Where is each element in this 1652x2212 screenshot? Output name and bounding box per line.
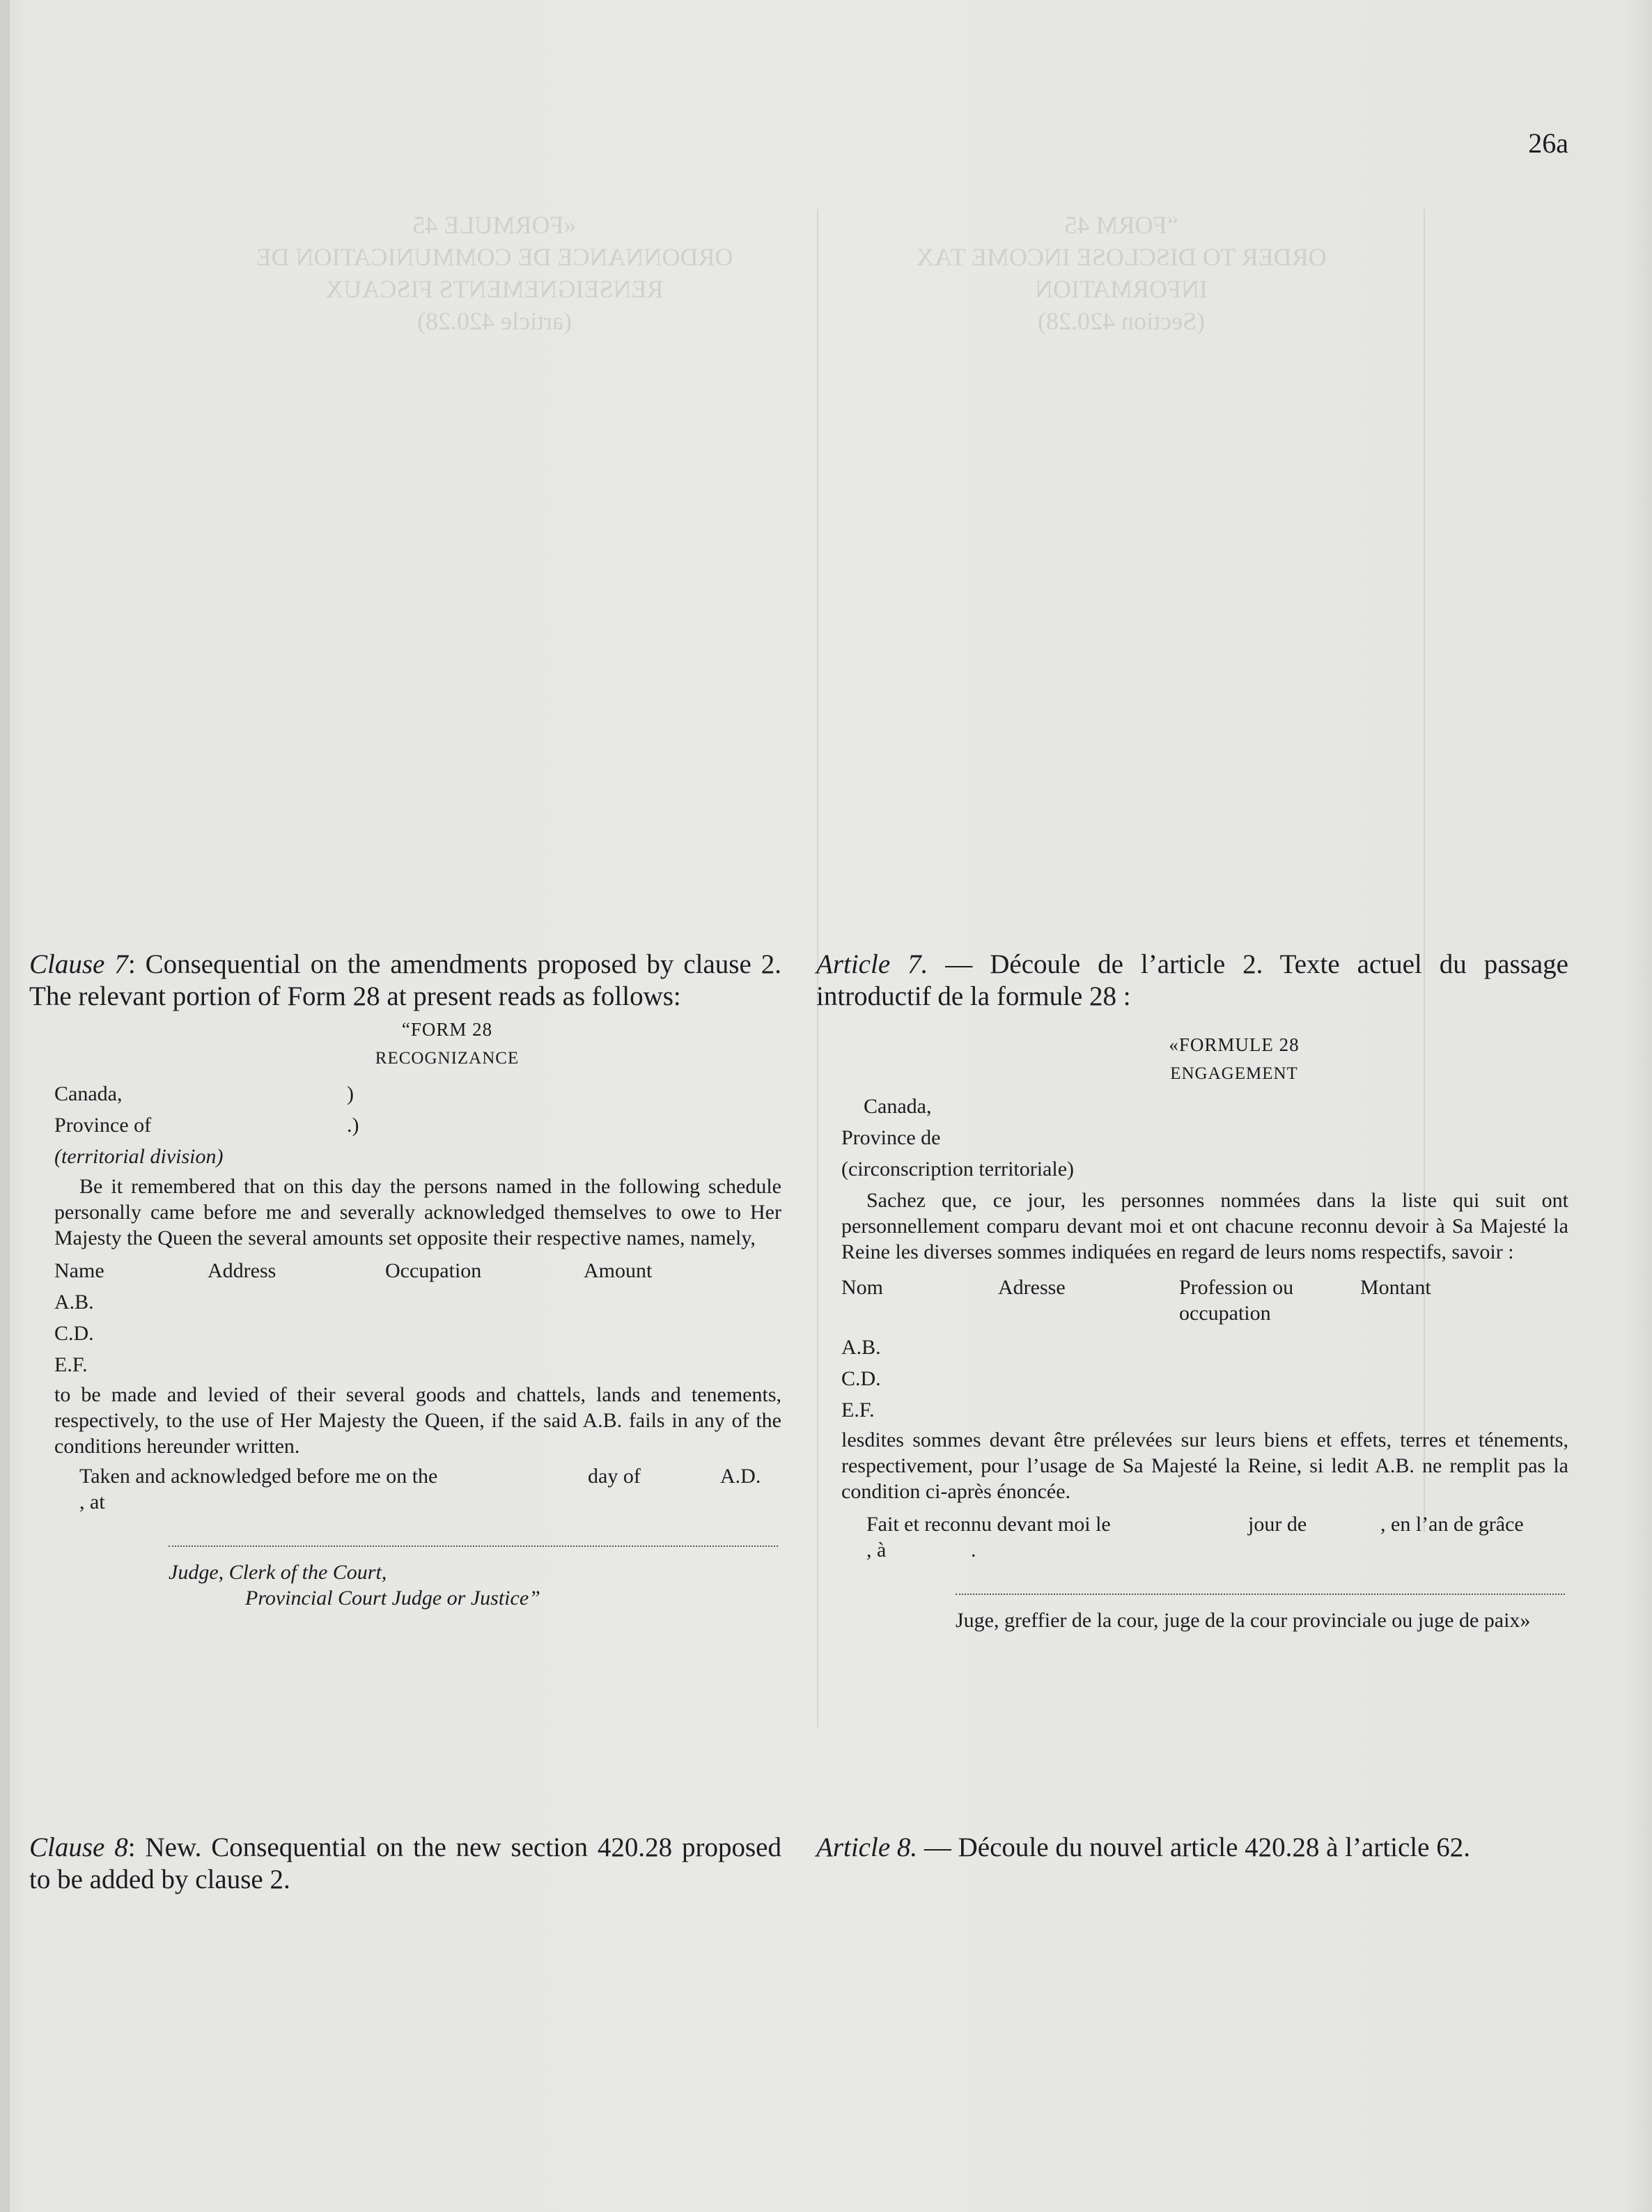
taken-day: day of [588,1465,641,1488]
article-7-note [816,949,1568,1013]
clause-8-text: : New. Consequential on the new section 420.28 proposed to be added by clause 2. [29,1832,781,1894]
paren: .) [347,1114,359,1137]
fait-dot: . [971,1539,976,1561]
form-title: “FORM 28 [401,1019,493,1040]
col-header: Adresse [998,1276,1066,1299]
col-header: Amount [584,1259,653,1282]
col-header: Name [54,1259,104,1282]
bleed-through-right: “FORM 45 ORDER TO DISCLOSE INCOME TAX INFORMATION (Section 420.28) [916,211,1327,335]
taken-at: , at [79,1490,105,1513]
col-header: Profession ou occupation [1179,1276,1294,1325]
form-body: Sachez que, ce jour, les personnes nommées dans la liste qui suit ont personnellement comparu devant moi et ont chacune reconnu devoir à Sa Majesté la Reine les diverses sommes indiquées en regard de leurs noms respectifs, savoir : [841,1189,1568,1263]
signature-line [956,1594,1565,1595]
form-subtitle: ENGAGEMENT [1170,1064,1298,1083]
french-column [816,949,1568,1862]
fait-at-line [866,1537,1568,1563]
article-8-label: Article 8. [816,1832,918,1862]
signature-line-2: Provincial Court Judge or Justice” [245,1587,540,1610]
article-7-label: Article 7. [816,949,928,979]
clause-8-label: Clause 8 [29,1832,128,1862]
schedule-row: A.B. [841,1336,881,1359]
page-shadow [1624,0,1652,2212]
col-header: Occupation [385,1259,482,1282]
division-label: (territorial division) [54,1145,224,1168]
levy-text: lesdites sommes devant être prélevées sur leurs biens et effets, terres et ténements, respectivement, pour l’usage de Sa Majesté la Reine, si ledit A.B. ne remplit pas la condition ci-après énoncée. [841,1428,1568,1503]
schedule-row: A.B. [54,1291,94,1314]
signature-line-1: Judge, Clerk of the Court, [169,1561,387,1584]
taken-line [79,1463,781,1489]
form-body: Be it remembered that on this day the persons named in the following schedule personally came before me and severally acknowledged themselves to owe to Her Majesty the Queen the several amounts set opposite their respective names, namely, [54,1175,781,1249]
clause-8-note [29,1832,781,1896]
form-28-english [29,1017,781,1611]
province-label: Province de [841,1126,941,1149]
page-edge [0,0,10,2212]
col-header: Montant [1360,1276,1431,1299]
schedule-row: E.F. [54,1353,88,1376]
paren: ) [347,1082,354,1105]
levy-text: to be made and levied of their several goods and chattels, lands and tenements, respectively, to the use of Her Majesty the Queen, if the said A.B. fails in any of the conditions hereunder written. [54,1383,781,1458]
province-line [54,1112,781,1138]
article-8-text: — Découle du nouvel article 420.28 à l’article 62. [917,1832,1470,1862]
article-8-note [816,1832,1568,1864]
form-28-french [816,1032,1568,1633]
schedule-row: C.D. [54,1322,94,1345]
taken-text: Taken and acknowledged before me on the [79,1465,438,1488]
canada-label: Canada, [864,1095,932,1118]
schedule-header [841,1275,1568,1326]
canada-label: Canada, [54,1082,123,1105]
signature-text: Juge, greffier de la cour, juge de la cour provinciale ou juge de paix» [956,1609,1531,1632]
col-header: Address [208,1259,276,1282]
signature-line [169,1545,778,1547]
english-column [29,949,781,1894]
fait-at: , à [866,1539,887,1561]
fait-line [866,1511,1568,1537]
clause-7-text: : Consequential on the amendments proposed by clause 2. The relevant portion of Form 28 at present reads as follows: [29,949,781,1011]
fait-year: , en l’an de grâce [1380,1513,1524,1536]
canada-line [54,1081,781,1107]
province-label: Province of [54,1114,152,1137]
form-title: «FORMULE 28 [1169,1034,1300,1055]
division-label: (circonscription territoriale) [841,1158,1075,1181]
fait-day: jour de [1248,1513,1307,1536]
bleed-through-left: «FORMULE 45 ORDONNANCE DE COMMUNICATION DE RENSEIGNEMENTS FISCAUX (article 420.28) [256,211,733,335]
form-subtitle: RECOGNIZANCE [375,1049,520,1068]
schedule-row: E.F. [841,1399,875,1422]
schedule-header [54,1258,781,1284]
page-number: 26a [1528,127,1568,159]
clause-7-note [29,949,781,1013]
schedule-row: C.D. [841,1367,881,1390]
taken-ad: A.D. [720,1465,761,1488]
col-header: Nom [841,1276,883,1299]
clause-7-label: Clause 7 [29,949,128,979]
article-7-text: — Découle de l’article 2. Texte actuel du passage introductif de la formule 28 : [816,949,1568,1011]
fait-text: Fait et reconnu devant moi le [866,1513,1111,1536]
